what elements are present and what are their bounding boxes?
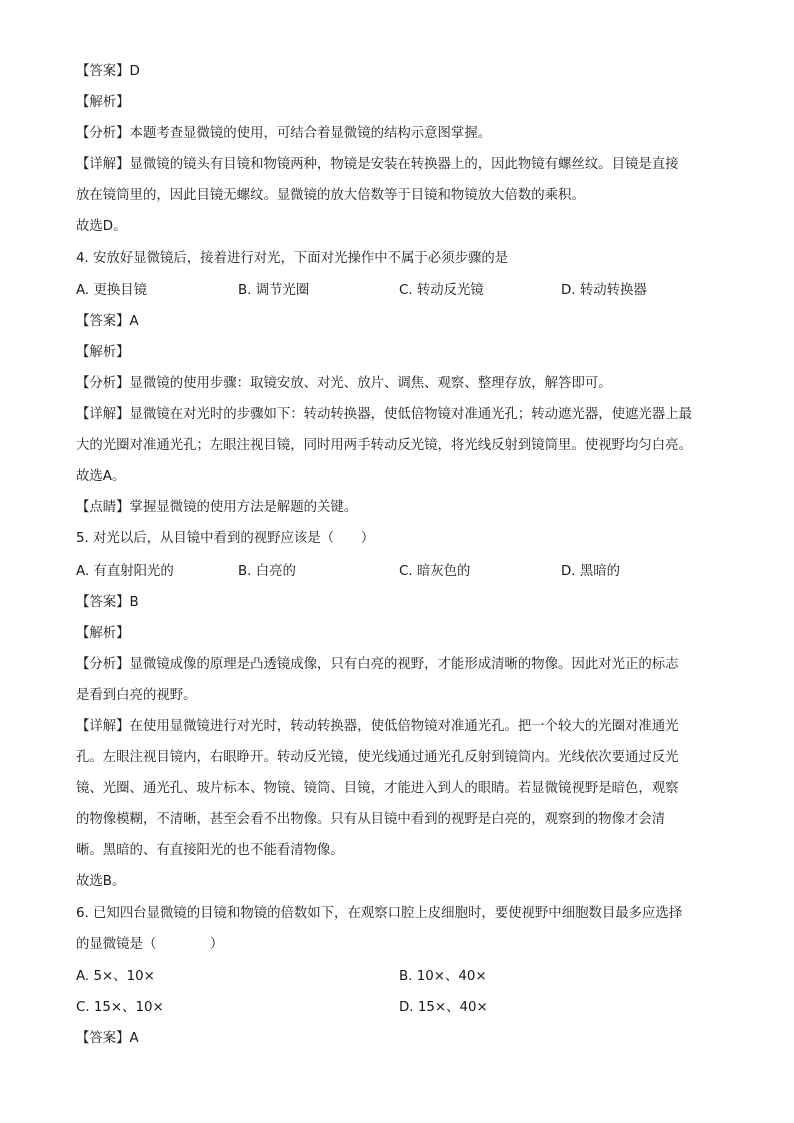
question-6-cont: 的显微镜是（ ）: [76, 937, 224, 952]
detail-text: 孔。左眼注视目镜内，右眼睁开。转动反光镜，使光线通过通光孔反射到镜筒内。光线依次要通过反光: [76, 750, 679, 765]
detail-text: 晰。黑暗的、有直接阳光的也不能看清物像。: [76, 843, 344, 858]
q6-option-c: C. 15×、10×: [76, 1000, 164, 1015]
detail-text: 镜、光圈、通光孔、玻片标本、物镜、镜筒、目镜，才能进入到人的眼睛。若显微镜视野是暗色，观察: [76, 781, 679, 796]
answer-line: 【答案】D: [76, 64, 140, 79]
q4-option-d: D. 转动转换器: [561, 283, 647, 298]
detail-text: 的物像模糊，不清晰，甚至会看不出物像。只有从目镜中看到的视野是白亮的，观察到的物像才会清: [76, 812, 666, 827]
analysis-text: 是看到白亮的视野。: [76, 688, 197, 703]
q4-option-c: C. 转动反光镜: [399, 283, 484, 298]
question-5: 5. 对光以后，从目镜中看到的视野应该是（ ）: [76, 531, 375, 546]
analysis-text: 【分析】显微镜成像的原理是凸透镜成像，只有白亮的视野，才能形成清晰的物像。因此对光正的标志: [76, 657, 679, 672]
analysis-text: 【分析】显微镜的使用步骤：取镜安放、对光、放片、调焦、观察、整理存放，解答即可。: [76, 376, 612, 391]
detail-text: 【详解】显微镜在对光时的步骤如下：转动转换器，使低倍物镜对准通光孔；转动遮光器，使遮光器上最: [76, 407, 692, 422]
answer-line: 【答案】B: [76, 595, 139, 610]
question-4: 4. 安放好显微镜后，接着进行对光，下面对光操作中不属于必须步骤的是: [76, 251, 509, 266]
analysis-heading: 【解析】: [76, 345, 130, 360]
q4-option-a: A. 更换目镜: [76, 283, 147, 298]
q5-option-b: B. 白亮的: [238, 564, 296, 579]
question-6: 6. 已知四台显微镜的目镜和物镜的倍数如下，在观察口腔上皮细胞时，要使视野中细胞数目最多应选择: [76, 906, 683, 921]
detail-text: 大的光圈对准通光孔；左眼注视目镜，同时用两手转动反光镜，将光线反射到镜筒里。使视野均匀白亮。: [76, 438, 692, 453]
q6-option-a: A. 5×、10×: [76, 969, 155, 984]
q6-option-d: D. 15×、40×: [399, 1000, 488, 1015]
q4-option-b: B. 调节光圈: [238, 283, 310, 298]
tip-text: 【点睛】掌握显微镜的使用方法是解题的关键。: [76, 500, 358, 515]
q5-option-d: D. 黑暗的: [561, 564, 620, 579]
q5-option-c: C. 暗灰色的: [399, 564, 471, 579]
analysis-heading: 【解析】: [76, 95, 130, 110]
answer-line: 【答案】A: [76, 1031, 139, 1046]
analysis-text: 【分析】本题考查显微镜的使用，可结合着显微镜的结构示意图掌握。: [76, 126, 492, 141]
choice-line: 故选A。: [76, 469, 126, 484]
detail-text: 【详解】在使用显微镜进行对光时，转动转换器，使低倍物镜对准通光孔。把一个较大的光圈对准通光: [76, 719, 679, 734]
choice-line: 故选B。: [76, 874, 126, 889]
analysis-heading: 【解析】: [76, 626, 130, 641]
choice-line: 故选D。: [76, 219, 127, 234]
q6-option-b: B. 10×、40×: [399, 969, 487, 984]
detail-text: 放在镜筒里的，因此目镜无螺纹。显微镜的放大倍数等于目镜和物镜放大倍数的乘积。: [76, 188, 585, 203]
answer-line: 【答案】A: [76, 314, 139, 329]
detail-text: 【详解】显微镜的镜头有目镜和物镜两种，物镜是安装在转换器上的，因此物镜有螺丝纹。目镜是直接: [76, 157, 679, 172]
q5-option-a: A. 有直射阳光的: [76, 564, 174, 579]
